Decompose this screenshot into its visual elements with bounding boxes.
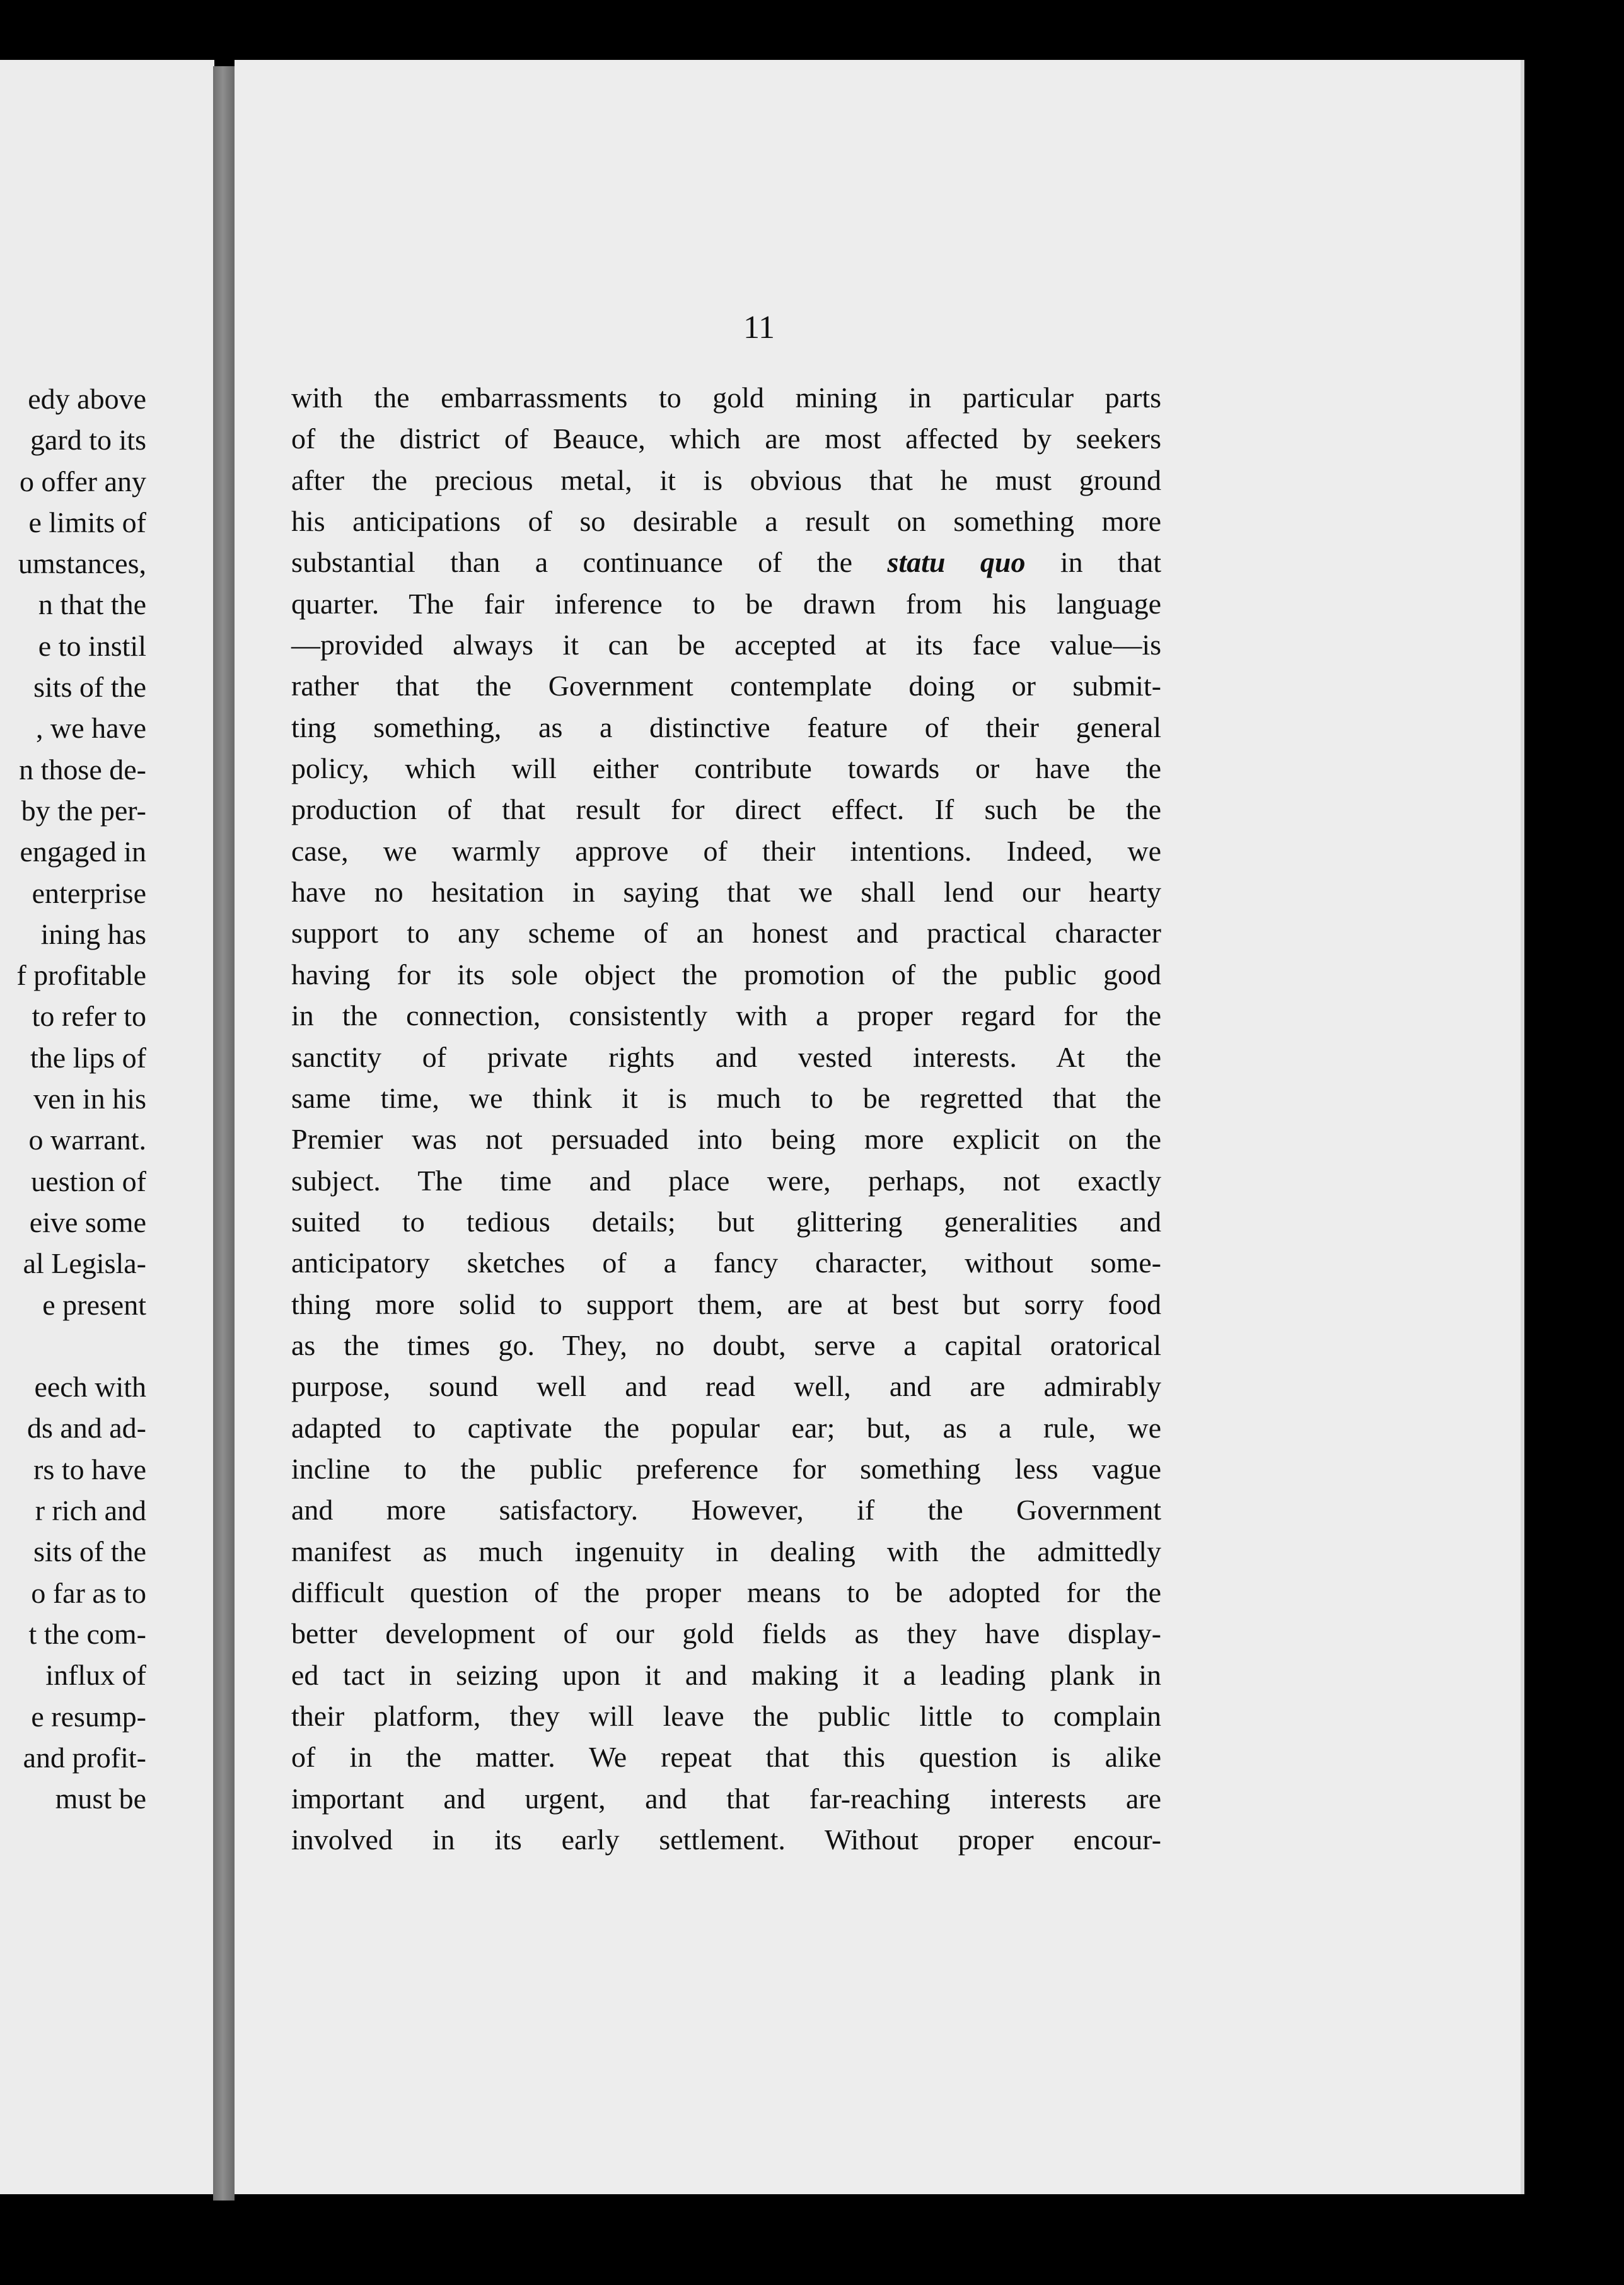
body-line: thing more solid to support them, are at best but sorry food <box>291 1288 1161 1320</box>
body-line-segment: in that <box>1025 546 1161 579</box>
body-line: his anticipations of so desirable a result on something more <box>291 505 1161 538</box>
body-line: and more satisfactory. However, if the Government <box>291 1494 1161 1526</box>
body-line: important and urgent, and that far-reaching interests are <box>291 1782 1161 1815</box>
previous-page-line: r rich and <box>35 1494 146 1527</box>
previous-page-line: al Legisla- <box>23 1247 146 1280</box>
body-line: their platform, they will leave the public little to complain <box>291 1700 1161 1732</box>
previous-page-line: o far as to <box>31 1576 146 1609</box>
body-line: in the connection, consistently with a proper regard for the <box>291 999 1161 1032</box>
previous-page-line: sits of the <box>33 1535 146 1568</box>
body-line: policy, which will either contribute towards or have the <box>291 752 1161 785</box>
body-line: of in the matter. We repeat that this question is alike <box>291 1741 1161 1774</box>
body-line: involved in its early settlement. Without proper encour- <box>291 1823 1161 1856</box>
previous-page-line: umstances, <box>18 547 146 580</box>
previous-page-line: ven in his <box>33 1083 146 1115</box>
book-gutter <box>213 66 235 2201</box>
body-line: ed tact in seizing upon it and making it a leading plank in <box>291 1658 1161 1691</box>
body-line: case, we warmly approve of their intentions. Indeed, we <box>291 834 1161 867</box>
italic-phrase: statu quo <box>887 546 1026 579</box>
body-line: as the times go. They, no doubt, serve a capital oratorical <box>291 1329 1161 1361</box>
body-line: support to any scheme of an honest and practical character <box>291 917 1161 950</box>
previous-page-line: n those de- <box>19 753 146 786</box>
previous-page-line: and profit- <box>23 1741 146 1774</box>
previous-page-text <box>16 378 146 1819</box>
previous-page-line: e present <box>42 1288 146 1321</box>
previous-page-line: engaged in <box>20 835 146 868</box>
body-line: Premier was not persuaded into being more explicit on the <box>291 1123 1161 1156</box>
previous-page-line: o offer any <box>20 465 146 497</box>
previous-page-line: f profitable <box>16 959 146 992</box>
previous-page-line: must be <box>55 1782 146 1815</box>
previous-page-line: to refer to <box>32 1000 146 1033</box>
body-line: adapted to captivate the popular ear; but, as a rule, we <box>291 1411 1161 1444</box>
previous-page-line: ds and ad- <box>26 1412 146 1445</box>
body-line: have no hesitation in saying that we shall lend our hearty <box>291 876 1161 909</box>
body-line: purpose, sound well and read well, and are admirably <box>291 1370 1161 1403</box>
previous-page-line: sits of the <box>33 671 146 704</box>
body-line: rather that the Government contemplate doing or submit- <box>291 670 1161 702</box>
body-line: subject. The time and place were, perhaps, not exactly <box>291 1164 1161 1197</box>
previous-page-line: enterprise <box>32 876 146 909</box>
previous-page-line: uestion of <box>31 1165 146 1197</box>
previous-page-line: e resump- <box>31 1700 146 1733</box>
previous-page-line: n that the <box>38 588 146 621</box>
previous-page-line: edy above <box>28 383 146 415</box>
page-number: 11 <box>743 310 775 346</box>
previous-page-fragment <box>0 60 214 2194</box>
body-text <box>291 377 1161 1860</box>
body-line: difficult question of the proper means to be adopted for the <box>291 1576 1161 1608</box>
body-line: suited to tedious details; but glittering generalities and <box>291 1205 1161 1238</box>
body-line: anticipatory sketches of a fancy character, without some- <box>291 1247 1161 1279</box>
body-line: incline to the public preference for something less vague <box>291 1452 1161 1485</box>
body-line: having for its sole object the promotion of the public good <box>291 958 1161 991</box>
body-line: sanctity of private rights and vested interests. At the <box>291 1040 1161 1073</box>
previous-page-line: rs to have <box>33 1453 146 1486</box>
previous-page-line <box>16 1325 146 1366</box>
previous-page-line: gard to its <box>30 424 146 456</box>
body-line <box>291 542 1161 583</box>
previous-page-line: eive some <box>29 1206 146 1238</box>
previous-page-line: o warrant. <box>28 1124 146 1156</box>
body-line: quarter. The fair inference to be drawn from his language <box>291 587 1161 620</box>
body-line: —provided always it can be accepted at its face value—is <box>291 629 1161 661</box>
previous-page-line: , we have <box>36 712 146 745</box>
body-line: with the embarrassments to gold mining in particular parts <box>291 381 1161 414</box>
body-line: of the district of Beauce, which are most affected by seekers <box>291 422 1161 455</box>
body-line: production of that result for direct effect. If such be the <box>291 793 1161 826</box>
previous-page-line: ining has <box>40 917 146 950</box>
body-line: manifest as much ingenuity in dealing with the admittedly <box>291 1535 1161 1567</box>
body-line-segment: substantial than a continuance of the <box>291 546 888 579</box>
previous-page-line: by the per- <box>21 794 146 827</box>
current-page <box>235 60 1524 2194</box>
body-line: same time, we think it is much to be regretted that the <box>291 1081 1161 1114</box>
body-line: better development of our gold fields as they have display- <box>291 1617 1161 1650</box>
previous-page-line: t the com- <box>28 1617 146 1650</box>
previous-page-line: the lips of <box>30 1041 146 1074</box>
previous-page-line: eech with <box>34 1371 146 1404</box>
previous-page-line: e to instil <box>38 629 146 662</box>
previous-page-line: e limits of <box>28 506 146 538</box>
previous-page-line: influx of <box>45 1659 146 1692</box>
body-line: after the precious metal, it is obvious that he must ground <box>291 463 1161 496</box>
body-line: ting something, as a distinctive feature of their general <box>291 711 1161 743</box>
